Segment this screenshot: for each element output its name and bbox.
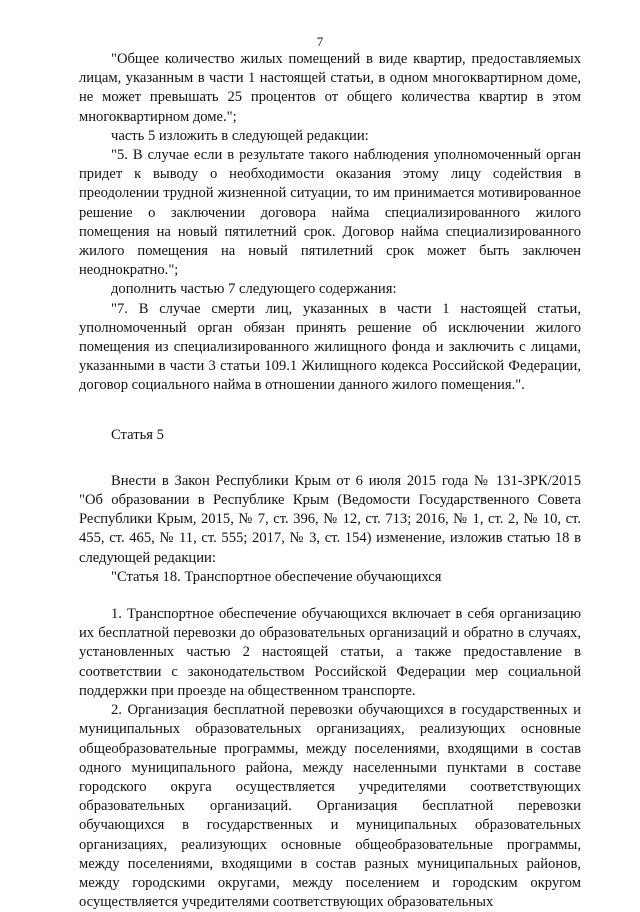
document-body: [79, 50, 581, 912]
paragraph-part5-intro: часть 5 изложить в следующей редакции:: [111, 127, 369, 144]
paragraph-article18-part2: 2. Организация бесплатной перевозки обучающихся в государственных и муниципальных образовательных организациях, реализующих основные общеобразовательные программы, между поселениями, входящими в состав одного муниципального района, между населенными пунктами в составе городского округа осуществляется учредителями соответствующих образовательных организаций. Организация бесплатной перевозки обучающихся в государственных и муниципальных образовательных организациях, реализующих основные общеобразовательные программы, между поселениями, входящими в состав разных муниципальных районов, между городскими округами, между поселением и городским округом осуществляется учредителями соответствующих образовательных: [79, 702, 581, 911]
page-number: 7: [316, 34, 324, 49]
paragraph-article18-part1: 1. Транспортное обеспечение обучающихся включает в себя организацию их бесплатной перевозки до образовательных организаций и обратно в случаях, установленных частью 2 настоящей статьи, а также предоставление в соответствии с законодательством Российской Федерации мер социальной поддержки при проезде на общественном транспорте.: [79, 606, 581, 699]
paragraph-quote-general-count: "Общее количество жилых помещений в виде квартир, предоставляемых лицам, указанным в части 1 настоящей статьи, в одном многоквартирном доме, не может превышать 25 процентов от общего количества квартир в этом многоквартирном доме.";: [79, 51, 581, 125]
paragraph-part7-text: "7. В случае смерти лиц, указанных в части 1 настоящей статьи, уполномоченный орган обязан принять решение об исключении жилого помещения из специализированного жилищного фонда и заключить с лицами, указанными в части 3 статьи 109.1 Жилищного кодекса Российской Федерации, договор социального найма в отношении данного жилого помещения.".: [79, 300, 581, 394]
paragraph-amendment-intro: Внести в Закон Республики Крым от 6 июля 2015 года № 131-ЗРК/2015 "Об образовании в Республике Крым (Ведомости Государственного Совета Республики Крым, 2015, № 7, ст. 396, № 12, ст. 713; 2016, № 1, ст. 2, № 10, ст. 455, ст. 465, № 11, ст. 555; 2017, № 3, ст. 154) изменение, изложив статью 18 в следующей редакции:: [79, 472, 581, 566]
article-heading: Статья 5: [111, 426, 164, 443]
paragraph-part7-intro: дополнить частью 7 следующего содержания:: [111, 281, 397, 298]
paragraph-article18-title: "Статья 18. Транспортное обеспечение обучающихся: [111, 568, 442, 585]
paragraph-part5-text: "5. В случае если в результате такого наблюдения уполномоченный орган придет к выводу о необходимости оказания этому лицу содействия в преодолении трудной жизненной ситуации, то им принимается мотивированное решение о заключении договора найма специализированного жилого помещения на новый пятилетний срок. Договор найма специализированного жилого помещения на новый пятилетний срок может быть заключен неоднократно.";: [79, 147, 581, 279]
